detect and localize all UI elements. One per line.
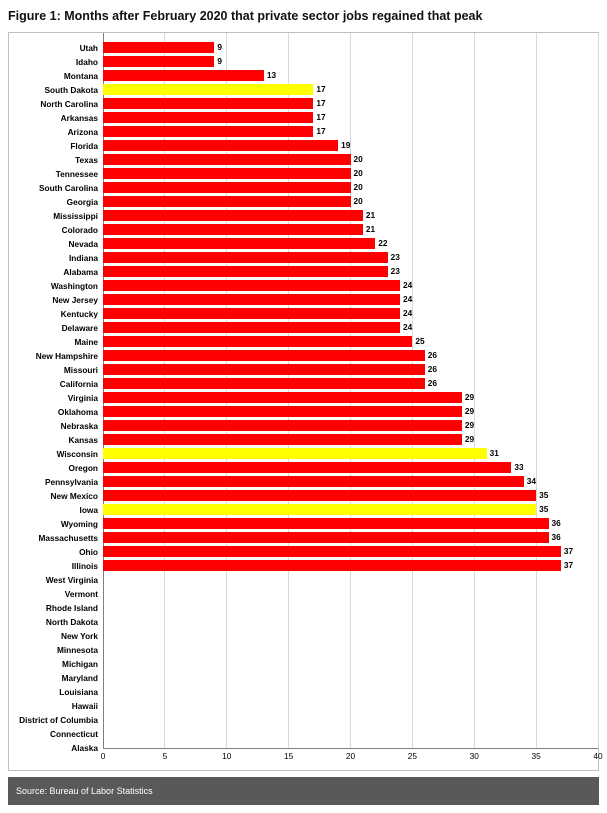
bar xyxy=(103,196,351,207)
chart-row xyxy=(9,237,598,251)
bar-value-label: 24 xyxy=(403,294,413,304)
bar-zone xyxy=(103,181,598,195)
chart-row xyxy=(9,545,598,559)
bar xyxy=(103,322,400,333)
chart-row xyxy=(9,251,598,265)
source-note: Source: Bureau of Labor Statistics xyxy=(8,777,599,805)
bar-zone xyxy=(103,587,598,601)
bar-zone xyxy=(103,377,598,391)
bar-value-label: 20 xyxy=(353,168,363,178)
category-label: Tennessee xyxy=(55,168,98,179)
category-label: Washington xyxy=(50,280,98,291)
chart-row xyxy=(9,531,598,545)
chart-row xyxy=(9,643,598,657)
bar xyxy=(103,112,313,123)
bar-zone xyxy=(103,41,598,55)
bar xyxy=(103,546,561,557)
category-label: Arizona xyxy=(67,126,98,137)
bar-value-label: 33 xyxy=(514,462,524,472)
chart-row xyxy=(9,97,598,111)
bar-value-label: 13 xyxy=(266,70,277,80)
chart-row xyxy=(9,601,598,615)
bar-zone xyxy=(103,405,598,419)
x-tick-label: 30 xyxy=(469,751,479,761)
bar-zone xyxy=(103,671,598,685)
chart-row xyxy=(9,41,598,55)
bar-value-label: 29 xyxy=(464,434,475,444)
bar-zone xyxy=(103,517,598,531)
bar-value-label: 29 xyxy=(464,406,475,416)
chart-row xyxy=(9,209,598,223)
bar-value-label: 29 xyxy=(464,420,475,430)
bar-zone xyxy=(103,503,598,517)
bar xyxy=(103,392,462,403)
bar-zone xyxy=(103,223,598,237)
bar-zone xyxy=(103,55,598,69)
chart-row xyxy=(9,377,598,391)
bar-value-label: 26 xyxy=(427,350,437,360)
bar-value-label: 20 xyxy=(353,196,363,206)
category-label: Hawaii xyxy=(71,700,98,711)
chart-row xyxy=(9,307,598,321)
chart-row xyxy=(9,727,598,741)
bar-value-label: 17 xyxy=(316,84,326,94)
bar-value-label: 17 xyxy=(316,98,326,108)
chart-row xyxy=(9,139,598,153)
bar-value-label: 35 xyxy=(539,490,549,500)
bar-zone xyxy=(103,167,598,181)
bar xyxy=(103,280,400,291)
x-tick-label: 20 xyxy=(345,751,356,761)
chart-row xyxy=(9,55,598,69)
x-tick-label: 25 xyxy=(407,751,417,761)
bar-zone xyxy=(103,279,598,293)
chart-row xyxy=(9,503,598,517)
category-label: Illinois xyxy=(71,560,98,571)
bar-zone xyxy=(103,293,598,307)
category-label: Maryland xyxy=(61,672,98,683)
bar-value-label: 9 xyxy=(217,56,222,66)
chart-row xyxy=(9,671,598,685)
chart-row xyxy=(9,433,598,447)
chart-row xyxy=(9,167,598,181)
category-label: South Carolina xyxy=(38,182,98,193)
chart-row xyxy=(9,363,598,377)
bar xyxy=(103,462,511,473)
bar-zone xyxy=(103,559,598,573)
chart-row xyxy=(9,657,598,671)
x-tick-label: 0 xyxy=(100,751,106,761)
category-label: South Dakota xyxy=(44,84,98,95)
bar xyxy=(103,336,412,347)
bar-zone xyxy=(103,685,598,699)
bar-value-label: 29 xyxy=(464,392,475,402)
bar-zone xyxy=(103,237,598,251)
category-label: Georgia xyxy=(66,196,98,207)
bar xyxy=(103,98,313,109)
bar xyxy=(103,476,524,487)
bar-zone xyxy=(103,195,598,209)
bar-zone xyxy=(103,335,598,349)
bar-value-label: 36 xyxy=(551,518,561,528)
category-label: Arkansas xyxy=(60,112,98,123)
category-label: Louisiana xyxy=(59,686,98,697)
chart-row xyxy=(9,83,598,97)
bar-value-label: 23 xyxy=(390,252,400,262)
chart-row xyxy=(9,335,598,349)
category-label: Nevada xyxy=(68,238,98,249)
bar-zone xyxy=(103,349,598,363)
category-label: Indiana xyxy=(68,252,98,263)
category-label: Oklahoma xyxy=(57,406,98,417)
chart-row xyxy=(9,195,598,209)
category-label: Rhode Island xyxy=(45,602,98,613)
category-label: New Mexico xyxy=(50,490,98,501)
category-label: Iowa xyxy=(79,504,98,515)
category-label: Florida xyxy=(70,140,98,151)
x-tick-label: 15 xyxy=(284,751,294,761)
bar-zone xyxy=(103,699,598,713)
bar xyxy=(103,504,536,515)
bar-zone xyxy=(103,447,598,461)
bar-zone xyxy=(103,111,598,125)
chart-row xyxy=(9,265,598,279)
page-title: Figure 1: Months after February 2020 that private sector jobs regained that peak xyxy=(8,9,483,23)
chart-row xyxy=(9,111,598,125)
chart-row xyxy=(9,461,598,475)
bar xyxy=(103,56,214,67)
category-label: West Virginia xyxy=(45,574,98,585)
bar-zone xyxy=(103,139,598,153)
chart-row xyxy=(9,615,598,629)
bar-zone xyxy=(103,307,598,321)
bar xyxy=(103,154,351,165)
category-label: Virginia xyxy=(67,392,98,403)
bar-zone xyxy=(103,363,598,377)
chart-row xyxy=(9,629,598,643)
x-tick-label: 35 xyxy=(531,751,541,761)
bar-zone xyxy=(103,321,598,335)
chart-row xyxy=(9,489,598,503)
bar-value-label: 24 xyxy=(403,322,413,332)
bar xyxy=(103,266,388,277)
category-label: Maine xyxy=(74,336,98,347)
chart-row xyxy=(9,517,598,531)
bar xyxy=(103,294,400,305)
bar xyxy=(103,224,363,235)
chart-row xyxy=(9,321,598,335)
bar-zone xyxy=(103,727,598,741)
category-label: Massachusetts xyxy=(38,532,98,543)
bar-zone xyxy=(103,433,598,447)
bar-zone xyxy=(103,251,598,265)
category-label: North Dakota xyxy=(45,616,98,627)
bar-zone xyxy=(103,713,598,727)
bar xyxy=(103,532,549,543)
bar-zone xyxy=(103,601,598,615)
category-label: Wyoming xyxy=(60,518,98,529)
category-label: Michigan xyxy=(62,658,98,669)
category-label: Kentucky xyxy=(60,308,98,319)
chart-row xyxy=(9,293,598,307)
category-label: Minnesota xyxy=(56,644,98,655)
category-label: New York xyxy=(60,630,98,641)
bar-value-label: 9 xyxy=(217,42,222,52)
bar-zone xyxy=(103,531,598,545)
bar-value-label: 37 xyxy=(563,546,574,556)
chart-frame xyxy=(8,32,603,771)
category-label: Utah xyxy=(79,42,98,53)
bar xyxy=(103,560,561,571)
bar-value-label: 24 xyxy=(403,308,413,318)
bar xyxy=(103,238,375,249)
category-label: California xyxy=(59,378,98,389)
category-label: District of Columbia xyxy=(19,714,98,725)
bar-value-label: 21 xyxy=(365,224,376,234)
bar-zone xyxy=(103,615,598,629)
category-label: Colorado xyxy=(61,224,98,235)
bar-zone xyxy=(103,643,598,657)
x-tick-label: 5 xyxy=(162,751,168,761)
bar-zone xyxy=(103,209,598,223)
chart-row xyxy=(9,419,598,433)
bar-value-label: 17 xyxy=(316,112,326,122)
bar-zone xyxy=(103,573,598,587)
bar xyxy=(103,490,536,501)
bar-zone xyxy=(103,97,598,111)
bar xyxy=(103,42,214,53)
bar xyxy=(103,210,363,221)
bar-zone xyxy=(103,475,598,489)
bar-zone xyxy=(103,545,598,559)
category-label: Kansas xyxy=(68,434,98,445)
category-label: Missouri xyxy=(63,364,98,375)
bar-zone xyxy=(103,629,598,643)
x-tick-label: 40 xyxy=(593,751,603,761)
bar-value-label: 25 xyxy=(415,336,425,346)
bar-zone xyxy=(103,657,598,671)
bar xyxy=(103,140,338,151)
bar xyxy=(103,252,388,263)
category-label: Texas xyxy=(75,154,98,165)
category-label: New Hampshire xyxy=(35,350,98,361)
bar-value-label: 35 xyxy=(539,504,549,514)
bar-value-label: 34 xyxy=(526,476,536,486)
category-label: Wisconsin xyxy=(56,448,98,459)
category-label: Mississippi xyxy=(53,210,98,221)
x-axis-line xyxy=(103,748,598,749)
chart-row xyxy=(9,447,598,461)
bar xyxy=(103,518,549,529)
chart-row xyxy=(9,181,598,195)
bar xyxy=(103,406,462,417)
bar xyxy=(103,434,462,445)
bar-zone xyxy=(103,83,598,97)
bar-value-label: 36 xyxy=(551,532,561,542)
chart-row xyxy=(9,69,598,83)
chart-row xyxy=(9,125,598,139)
category-label: New Jersey xyxy=(52,294,98,305)
bar xyxy=(103,448,487,459)
category-label: Montana xyxy=(63,70,98,81)
category-label: Nebraska xyxy=(60,420,98,431)
category-label: Idaho xyxy=(75,56,98,67)
category-label: Vermont xyxy=(64,588,98,599)
chart-row xyxy=(9,685,598,699)
bar xyxy=(103,70,264,81)
bar-value-label: 19 xyxy=(341,140,351,150)
category-label: Ohio xyxy=(79,546,98,557)
chart-row xyxy=(9,587,598,601)
category-label: Delaware xyxy=(61,322,98,333)
bar xyxy=(103,168,351,179)
bar-value-label: 21 xyxy=(365,210,376,220)
bar xyxy=(103,126,313,137)
bar-zone xyxy=(103,489,598,503)
chart-row xyxy=(9,223,598,237)
bar xyxy=(103,350,425,361)
chart-row xyxy=(9,713,598,727)
bar-zone xyxy=(103,153,598,167)
chart-row xyxy=(9,349,598,363)
chart-row xyxy=(9,405,598,419)
bar-value-label: 26 xyxy=(427,378,437,388)
category-label: Connecticut xyxy=(50,728,98,739)
category-label: Alaska xyxy=(71,742,98,753)
bar xyxy=(103,378,425,389)
bar-value-label: 24 xyxy=(403,280,413,290)
chart-row xyxy=(9,279,598,293)
bar-zone xyxy=(103,125,598,139)
x-axis xyxy=(100,748,603,770)
bar-value-label: 22 xyxy=(378,238,388,248)
category-label: Alabama xyxy=(63,266,98,277)
bar-value-label: 20 xyxy=(353,154,363,164)
bar-value-label: 26 xyxy=(427,364,437,374)
chart-row xyxy=(9,559,598,573)
category-label: Pennsylvania xyxy=(44,476,98,487)
chart-row xyxy=(9,475,598,489)
bar xyxy=(103,308,400,319)
category-label: Oregon xyxy=(68,462,98,473)
bar-zone xyxy=(103,461,598,475)
chart-row xyxy=(9,573,598,587)
chart-row xyxy=(9,699,598,713)
bar-value-label: 17 xyxy=(316,126,326,136)
bar-value-label: 20 xyxy=(353,182,363,192)
bar-value-label: 37 xyxy=(563,560,574,570)
bar xyxy=(103,420,462,431)
bar xyxy=(103,182,351,193)
chart-row xyxy=(9,391,598,405)
bar-zone xyxy=(103,391,598,405)
category-label: North Carolina xyxy=(40,98,98,109)
bar xyxy=(103,364,425,375)
bar-zone xyxy=(103,419,598,433)
bar-value-label: 23 xyxy=(390,266,400,276)
chart-row xyxy=(9,153,598,167)
chart-bars xyxy=(9,41,598,770)
bar-value-label: 31 xyxy=(489,448,499,458)
bar-zone xyxy=(103,69,598,83)
bar xyxy=(103,84,313,95)
x-tick-label: 10 xyxy=(222,751,232,761)
bar-zone xyxy=(103,265,598,279)
